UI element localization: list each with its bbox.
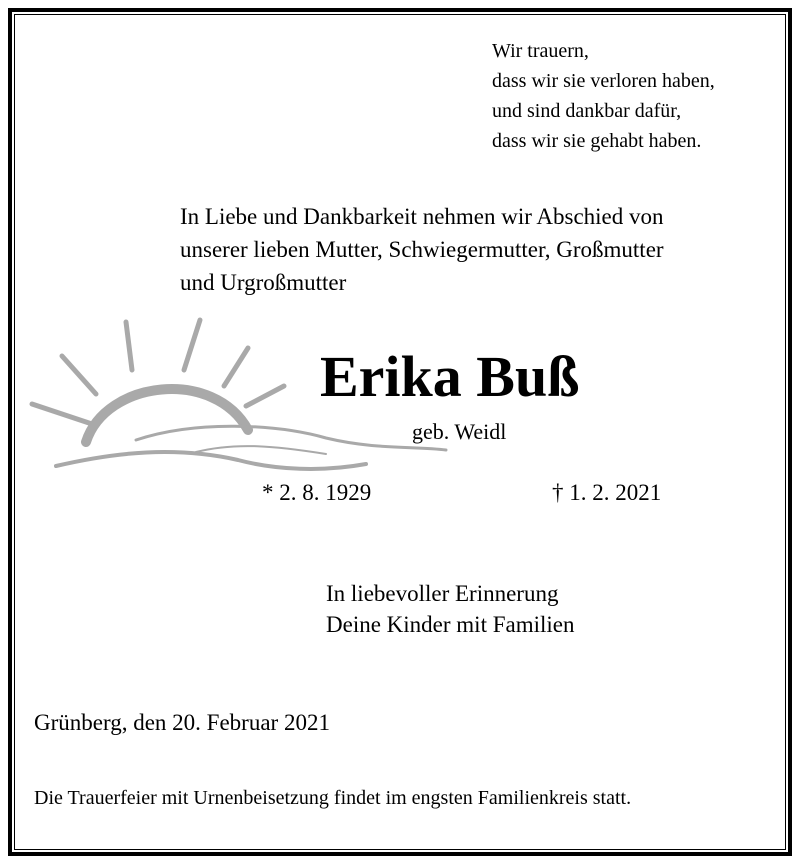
farewell-text <box>180 200 664 299</box>
closing-line: Deine Kinder mit Familien <box>326 612 575 637</box>
closing-line: In liebevoller Erinnerung <box>326 581 559 606</box>
poem-line: dass wir sie verloren haben, <box>492 70 715 92</box>
place-and-date: Grünberg, den 20. Februar 2021 <box>34 710 330 735</box>
poem-line: und sind dankbar dafür, <box>492 100 682 122</box>
farewell-line: In Liebe und Dankbarkeit nehmen wir Abschied von <box>180 204 664 229</box>
farewell-line: unserer lieben Mutter, Schwiegermutter, Großmutter <box>180 237 664 262</box>
birth-date: * 2. 8. 1929 <box>262 480 372 505</box>
death-date: † 1. 2. 2021 <box>552 480 662 505</box>
deceased-name: Erika Buß <box>320 344 580 409</box>
funeral-note: Die Trauerfeier mit Urnenbeisetzung findet im engsten Familienkreis statt. <box>34 787 632 809</box>
maiden-name: geb. Weidl <box>412 419 507 444</box>
poem-line: Wir trauern, <box>492 40 589 62</box>
poem <box>492 36 715 156</box>
farewell-line: und Urgroßmutter <box>180 270 347 295</box>
closing-text <box>326 578 574 640</box>
poem-line: dass wir sie gehabt haben. <box>492 130 702 152</box>
